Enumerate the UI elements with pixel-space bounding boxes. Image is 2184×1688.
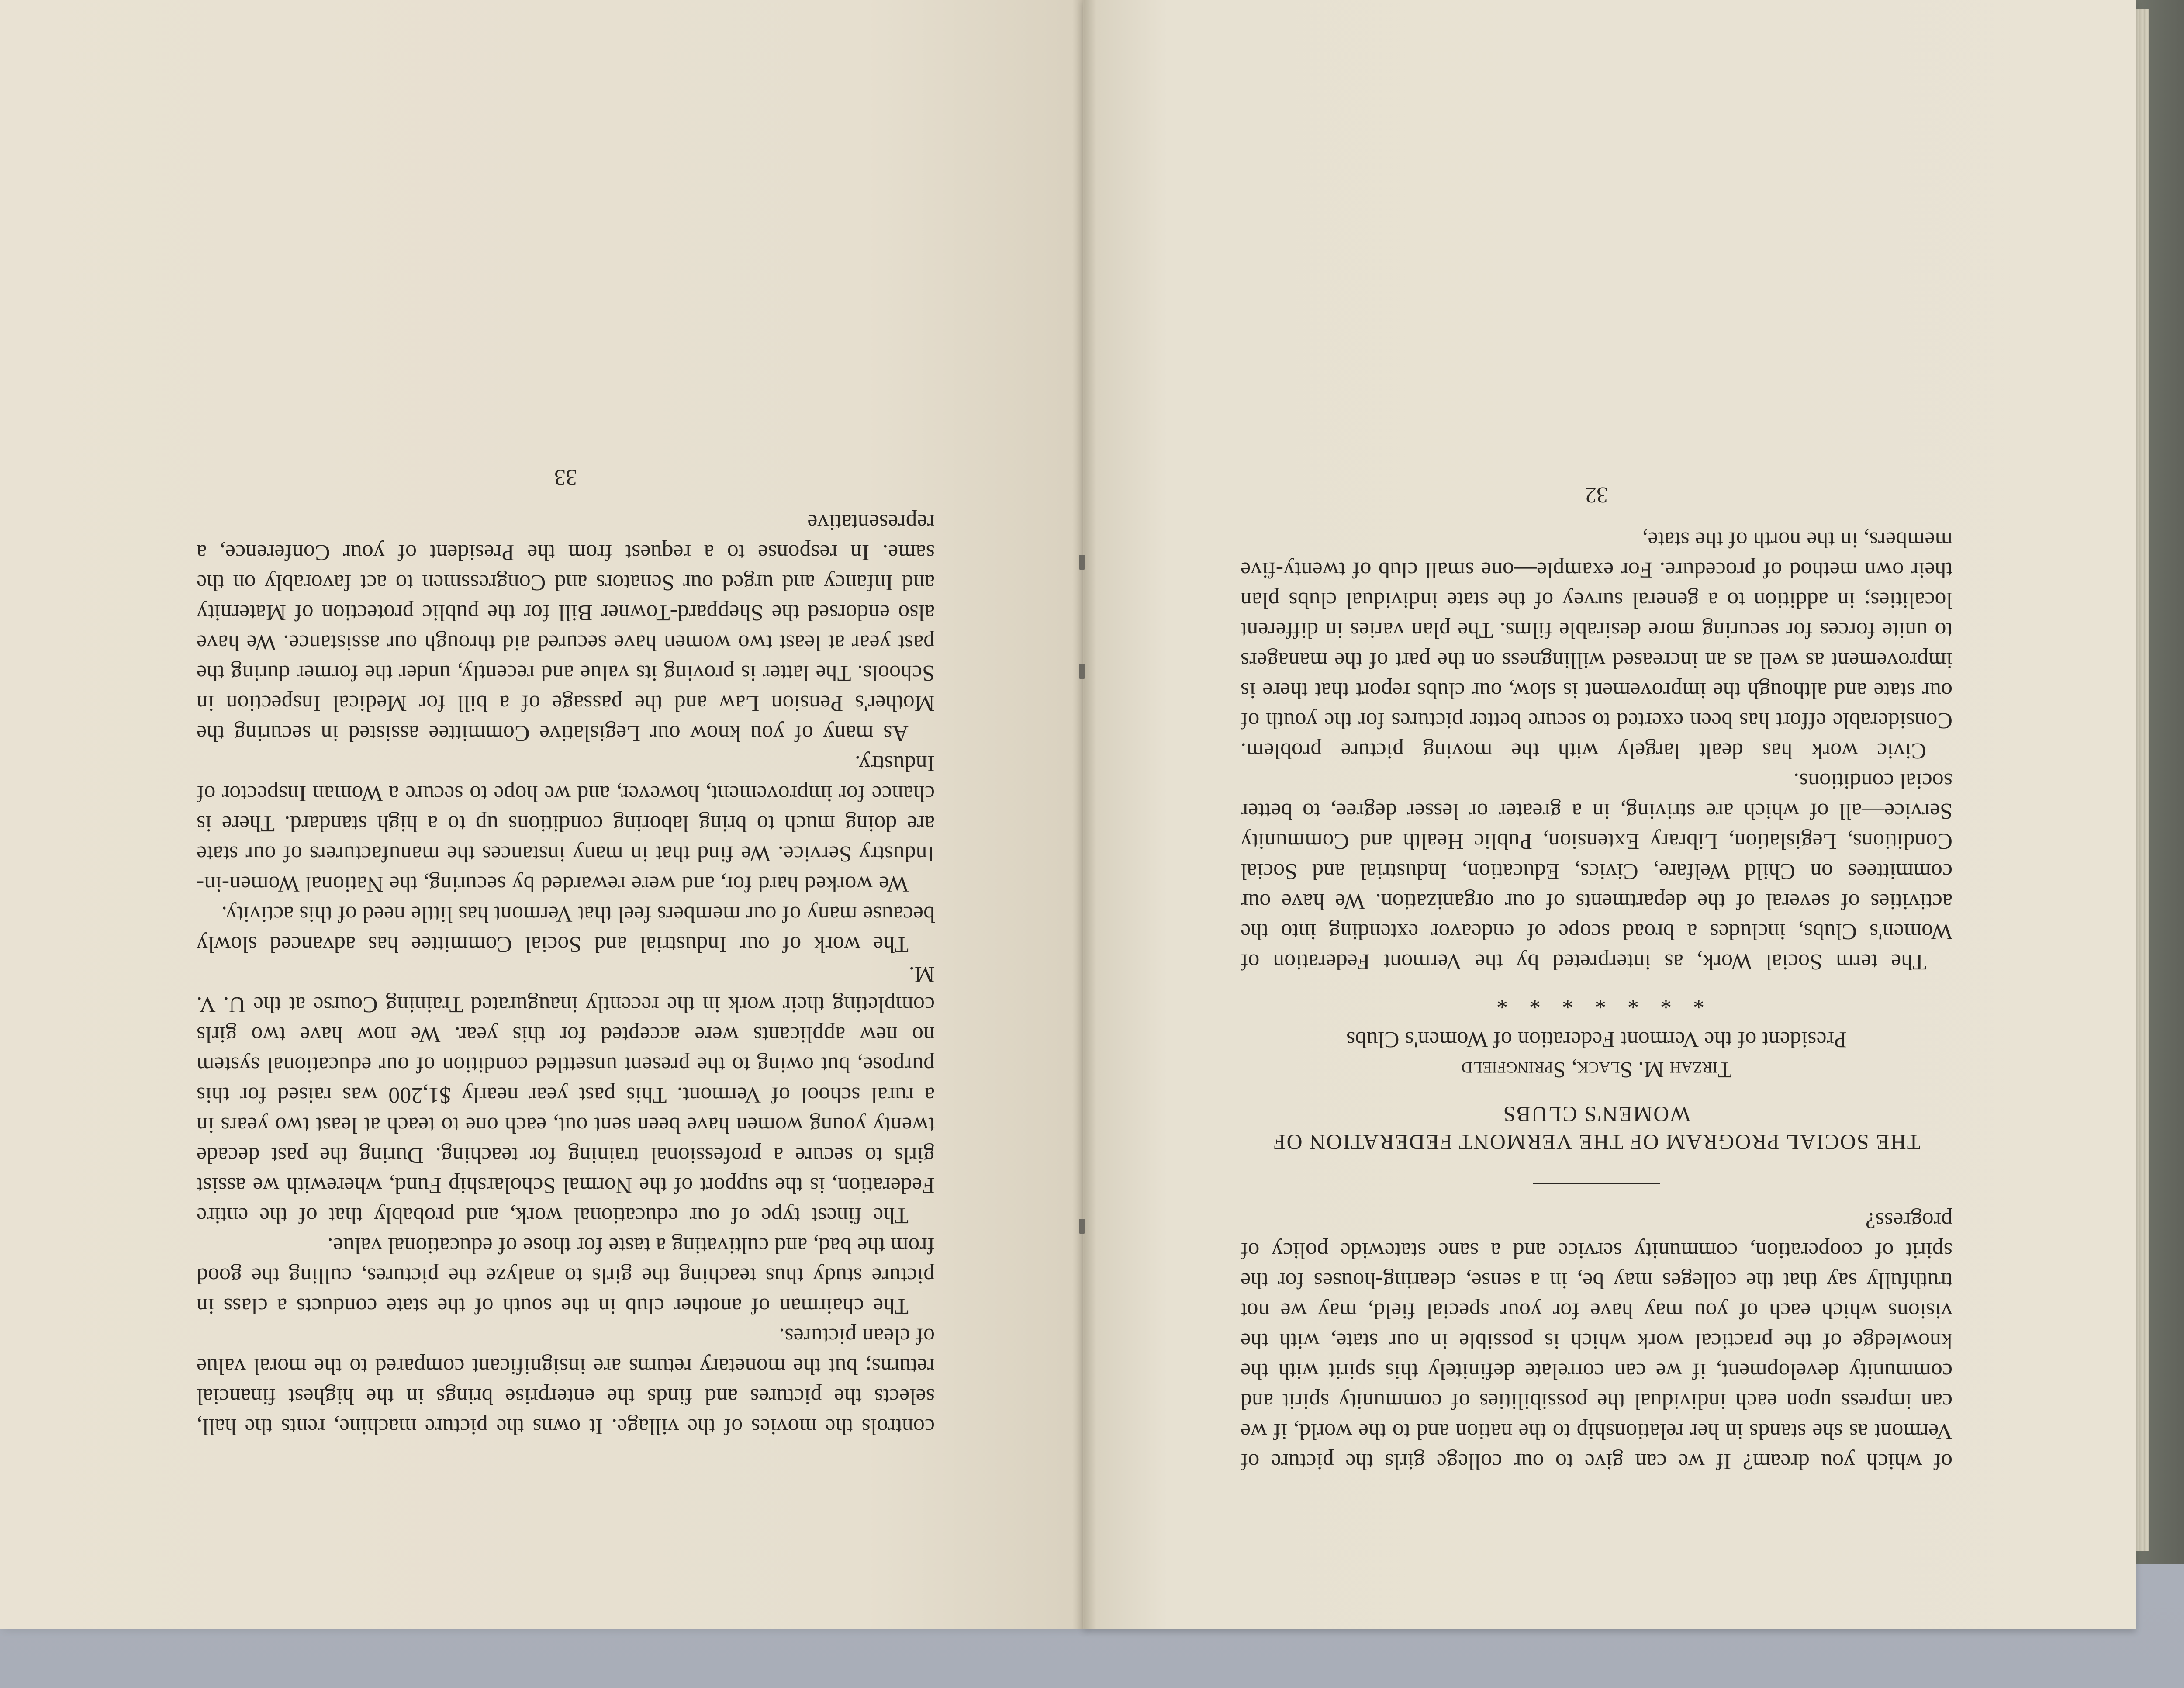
page-number: 32 (1585, 482, 1608, 507)
section-stars: * * * * * * * (1489, 988, 1704, 1013)
book-gutter (1072, 0, 1096, 1629)
paragraph: We worked hard for, and were rewarded by securing, the National Women-in-Industry Service. We find that in many instances the manufacturers of our state are doing much to bring laboring conditions up to a high standard. There is chance for improvement, however, and we hope to secure a Woman Inspector of Industry. (197, 751, 935, 896)
right-page-text (1241, 188, 1952, 1477)
paragraph: controls the movies of the village. It owns the picture machine, rents the hall, selects the pictures and finds the enterprise brings in the highest financial returns; but the monetary returns are insignificant compared to the moral value of clean pictures. (197, 1324, 935, 1439)
article-heading: THE SOCIAL PROGRAM OF THE VERMONT FEDERATION OF WOMEN'S CLUBS (1272, 1102, 1921, 1155)
article-author: Tirzah M. Slack, Springfield (1461, 1057, 1732, 1082)
section-rule (1533, 1183, 1660, 1184)
left-page-text (197, 175, 935, 1442)
staple (1079, 1219, 1085, 1234)
paragraph: The chairman of another club in the south of the state conducts a class in picture study thus teaching the girls to analyze the pictures, culling the good from the bad, and cultivating a taste for those of educational value. (197, 1233, 935, 1318)
intro-paragraph: of which you dream? If we can give to our college girls the picture of Vermont as she stands in her relationship to the nation and to the world, if we can impress upon each individual the possibilities of community spirit and community development, if we can correlate definitely this spirit with the knowledge of the practical work which is possible in our state, with the visions which each of you may have for your special field, may we not truthfully say that the colleges may be, in a sense, clearing-houses for the spirit of cooperation, community service and a sane statewide policy of progress? (1241, 1208, 1952, 1474)
paragraph: Civic work has dealt largely with the moving picture problem. Considerable effort has been exerted to secure better pictures for the youth of our state and although the improvement is slow, our clubs report that there is improvement as well as an increased willingness on the part of the managers to unite forces for securing more desirable films. The plan varies in different localities; in addition to a general survey of the state individual clubs plan their own method of procedure. For example—one small club of twenty-five members, in the north of the state, (1241, 527, 1952, 763)
staple (1079, 555, 1085, 570)
paragraph: The work of our Industrial and Social Committee has advanced slowly because many of our members feel that Vermont has little need of this activity. (197, 902, 935, 957)
page-number: 33 (554, 465, 577, 490)
author-affiliation: President of the Vermont Federation of Women's Clubs (1346, 1027, 1847, 1052)
staple (1079, 664, 1085, 679)
paragraph: The finest type of our educational work, and probably that of the entire Federation, is the support of the Normal Scholarship Fund, wherewith we assist girls to secure a professional training for teaching. During the past decade twenty young women have been sent out, each one to teach at least two years in a rural school of Vermont. This past year nearly $1,200 was raised for this purpose, but owing to the present unsettled condition of our educational system no new applicants were accepted for this year. We now have two girls completing their work in the recently inaugurated Training Course at the U. V. M. (197, 962, 935, 1228)
paragraph: As many of you know our Legislative Committee assisted in securing the Mother's Pension Law and the passage of a bill for Medical Inspection in Schools. The latter is proving its value and recently, under the former during the past year at least two women have secured aid through our assistance. We have also endorsed the Sheppard-Towner Bill for the public protection of Maternity and Infancy and urged our Senators and Congressmen to act favorably on the same. In response to a request from the President of your Conference, a representative (197, 510, 935, 746)
paragraph: The term Social Work, as interpreted by the Vermont Federation of Women's Clubs, includes a broad scope of endeavor extending into the activities of several of the departments of our organization. We have our committees on Child Welfare, Civics, Education, Industrial and Social Conditions, Legislation, Library Extension, Public Health and Community Service—all of which are striving, in a greater or lesser degree, to better social conditions. (1241, 768, 1952, 974)
